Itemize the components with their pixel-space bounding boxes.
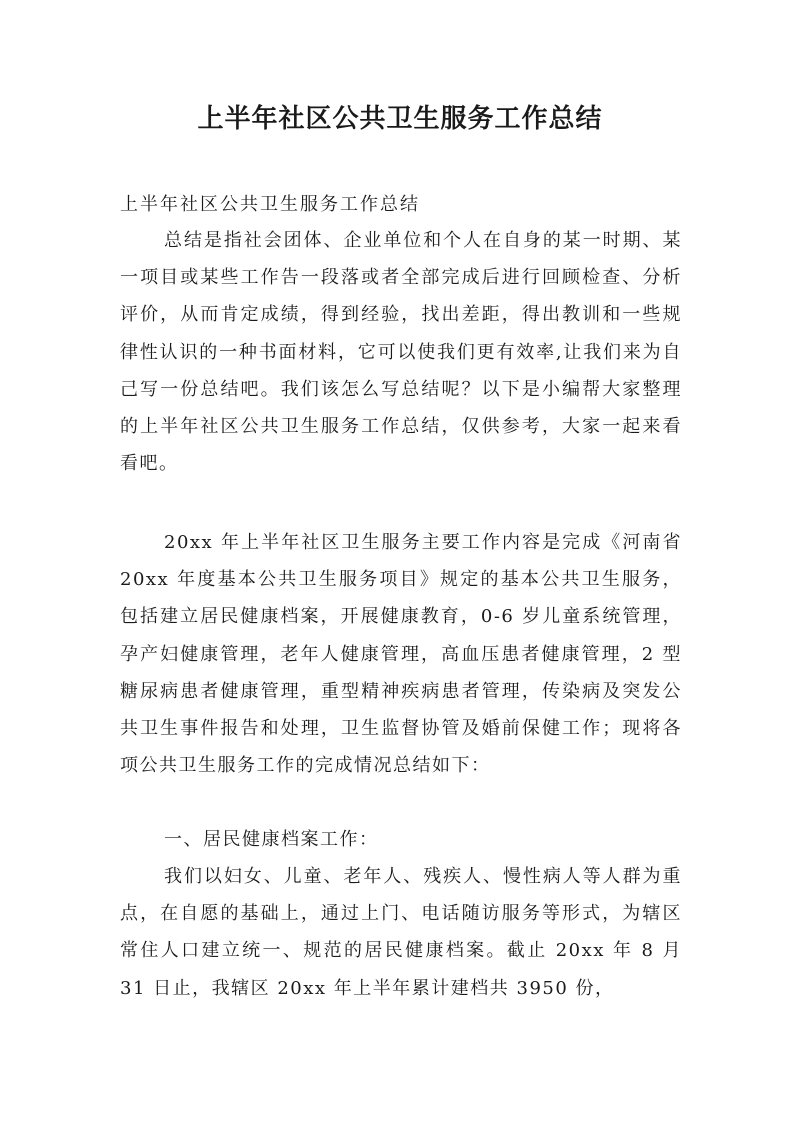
paragraph-health-records: 我们以妇女、儿童、老年人、残疾人、慢性病人等人群为重点，在自愿的基础上，通过上门、电话随访服务等形式，为辖区常住人口建立统一、规范的居民健康档案。截止 20xx 年 8 月 31 日止，我辖区 20xx 年上半年累计建档共 3950 份， bbox=[120, 866, 682, 999]
document-subtitle: 上半年社区公共卫生服务工作总结 bbox=[120, 194, 420, 215]
page-title: 上半年社区公共卫生服务工作总结 bbox=[197, 104, 603, 134]
paragraph-intro: 总结是指社会团体、企业单位和个人在自身的某一时期、某一项目或某些工作告一段落或者全部完成后进行回顾检查、分析评价，从而肯定成绩，得到经验，找出差距，得出教训和一些规律性认识的一种书面材料，它可以使我们更有效率,让我们来为自己写一份总结吧。我们该怎么写总结呢？以下是小编帮大家整理的上半年社区公共卫生服务工作总结，仅供参考，大家一起来看看吧。 bbox=[120, 230, 682, 475]
section-heading-health-records: 一、居民健康档案工作： bbox=[164, 829, 379, 850]
paragraph-overview: 20xx 年上半年社区卫生服务主要工作内容是完成《河南省 20xx 年度基本公共卫生服务项目》规定的基本公共卫生服务，包括建立居民健康档案，开展健康教育，0-6 岁儿童系统管理，孕产妇健康管理，老年人健康管理，高血压患者健康管理，2 型糖尿病患者健康管理，重型精神疾病患者管理，传染病及突发公共卫生事件报告和处理，卫生监督协管及婚前保健工作；现将各项公共卫生服务工作的完成情况总结如下： bbox=[120, 532, 682, 777]
